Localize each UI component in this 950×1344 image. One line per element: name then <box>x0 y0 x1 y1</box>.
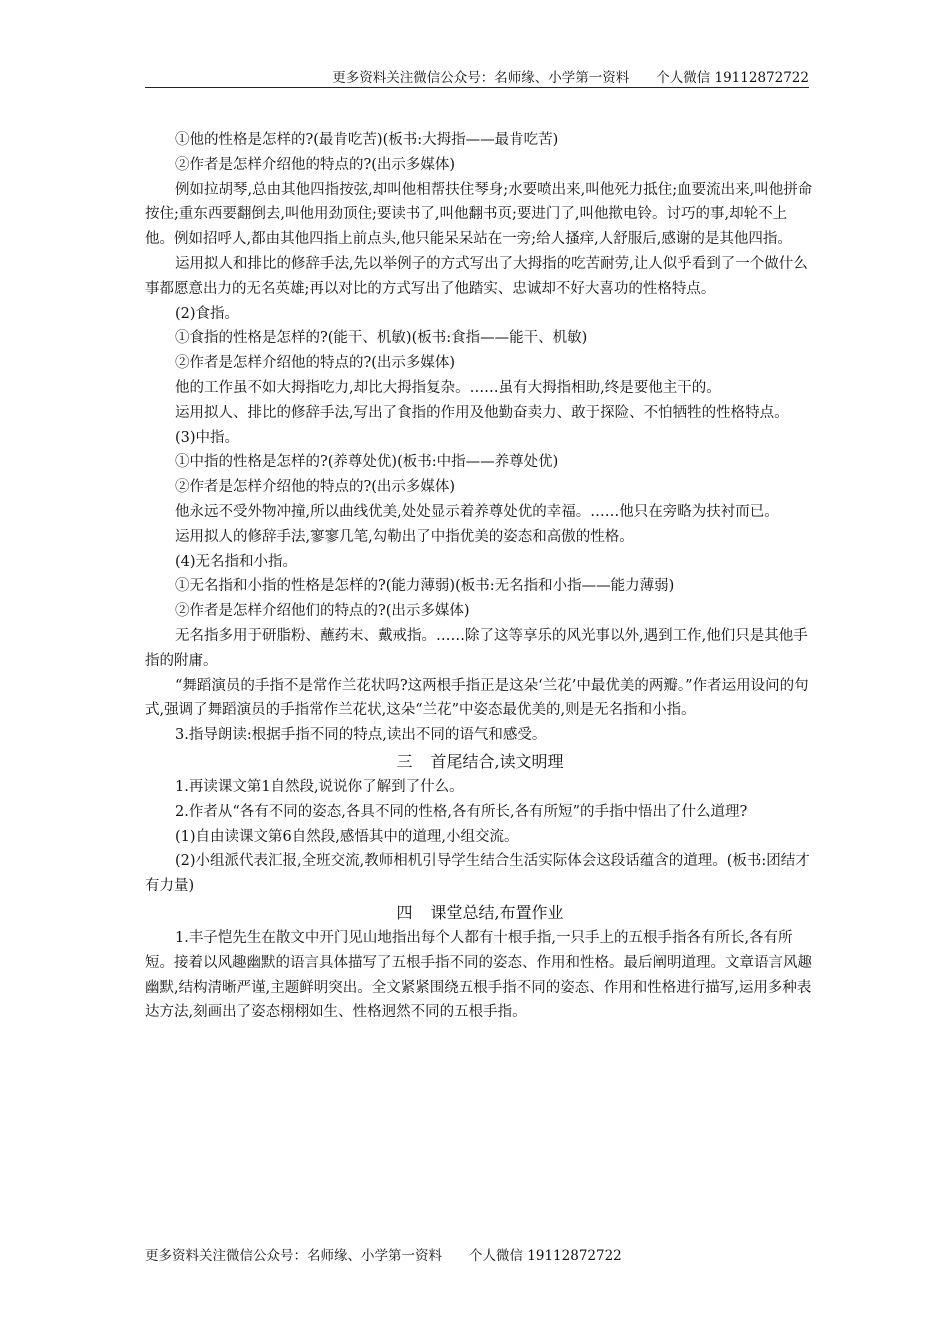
paragraph: ②作者是怎样介绍他们的特点的?(出示多媒体) <box>175 603 470 620</box>
paragraph: ①无名指和小指的性格是怎样的?(能力薄弱)(板书:无名指和小指——能力薄弱) <box>175 578 675 595</box>
paragraph: 他的工作虽不如大拇指吃力,却比大拇指复杂。……虽有大拇指相助,终是要他主干的。 <box>175 379 721 396</box>
paragraph: 1.丰子恺先生在散文中开门见山地指出每个人都有十根手指,一只手上的五根手指各有所长,各有所短。接着以风趣幽默的语言具体描写了五根手指不同的姿态、作用和性格。最后阐明道理。文章语言风趣幽默,结构清晰严谨,主题鲜明突出。全文紧紧围绕五根手指不同的姿态、作用和性格进行描写,运用多种表达方法,刻画出了姿态栩栩如生、性格迥然不同的五根手指。 <box>145 929 812 1021</box>
page-header: 更多资料关注微信公众号：名师缘、小学第一资料 个人微信 19112872722 <box>332 70 809 86</box>
paragraph: 他永远不受外物冲撞,所以曲线优美,处处显示着养尊处优的幸福。……他只在旁略为扶衬而已。 <box>175 503 779 520</box>
section-heading-3 <box>145 748 815 775</box>
paragraph: 运用拟人的修辞手法,寥寥几笔,勾勒出了中指优美的姿态和高傲的性格。 <box>175 528 634 545</box>
paragraph: ②作者是怎样介绍他的特点的?(出示多媒体) <box>175 479 456 496</box>
paragraph: ②作者是怎样介绍他的特点的?(出示多媒体) <box>175 355 456 372</box>
paragraph: 2.作者从“各有不同的姿态,各具不同的性格,各有所长,各有所短”的手指中悟出了什么道理? <box>175 803 748 820</box>
paragraph: ①食指的性格是怎样的?(能干、机敏)(板书:食指——能干、机敏) <box>175 330 588 347</box>
paragraph: (1)自由读课文第6自然段,感悟其中的道理,小组交流。 <box>175 828 519 845</box>
paragraph: 1.再读课文第1自然段,说说你了解到了什么。 <box>175 778 464 795</box>
section-number: 四 <box>396 902 413 922</box>
paragraph: (2)小组派代表汇报,全班交流,教师相机引导学生结合生活实际体会这段话蕴含的道理。(板书:团结才有力量) <box>145 853 810 895</box>
paragraph: 3.指导朗读:根据手指不同的特点,读出不同的语气和感受。 <box>175 727 547 744</box>
section-title: 课堂总结,布置作业 <box>430 902 564 922</box>
paragraph: 例如拉胡琴,总由其他四指按弦,却叫他相帮扶住琴身;水要喷出来,叫他死力抵住;血要流出来,叫他拼命按住;重东西要翻倒去,叫他用劲顶住;要读书了,叫他翻书页;要进门了,叫他揿电铃。讨巧的事,却轮不上他。例如招呼人,都由其他四指上前点头,他只能呆呆站在一旁;给人搔痒,人舒服后,感谢的是其他四指。 <box>145 181 813 248</box>
section-title: 首尾结合,读文明理 <box>430 751 564 771</box>
paragraph: ②作者是怎样介绍他的特点的?(出示多媒体) <box>175 156 456 173</box>
document-body <box>145 128 815 1025</box>
paragraph: 无名指多用于研脂粉、蘸药末、戴戒指。……除了这等享乐的风光事以外,遇到工作,他们只是其他手指的附庸。 <box>145 627 808 669</box>
paragraph: (4)无名指和小指。 <box>175 553 298 570</box>
paragraph: 运用拟人、排比的修辞手法,写出了食指的作用及他勤奋卖力、敢于探险、不怕牺牲的性格特点。 <box>175 404 789 421</box>
page-footer: 更多资料关注微信公众号：名师缘、小学第一资料 个人微信 19112872722 <box>145 1248 622 1264</box>
paragraph: 运用拟人和排比的修辞手法,先以举例子的方式写出了大拇指的吃苦耐劳,让人似乎看到了一个做什么事都愿意出力的无名英雄;再以对比的方式写出了他踏实、忠诚却不好大喜功的性格特点。 <box>145 255 808 297</box>
section-number: 三 <box>396 751 413 771</box>
paragraph: ①中指的性格是怎样的?(养尊处优)(板书:中指——养尊处优) <box>175 454 559 471</box>
section-heading-4 <box>145 899 815 926</box>
paragraph: (2)食指。 <box>175 305 240 322</box>
paragraph: ①他的性格是怎样的?(最肯吃苦)(板书:大拇指——最肯吃苦) <box>175 132 559 148</box>
paragraph: “舞蹈演员的手指不是常作兰花状吗?这两根手指正是这朵‘兰花’中最优美的两瓣。”作者运用设问的句式,强调了舞蹈演员的手指常作兰花状,这朵“兰花”中姿态最优美的,则是无名指和小指。 <box>145 677 809 719</box>
header-rule <box>145 87 809 88</box>
paragraph: (3)中指。 <box>175 429 240 446</box>
